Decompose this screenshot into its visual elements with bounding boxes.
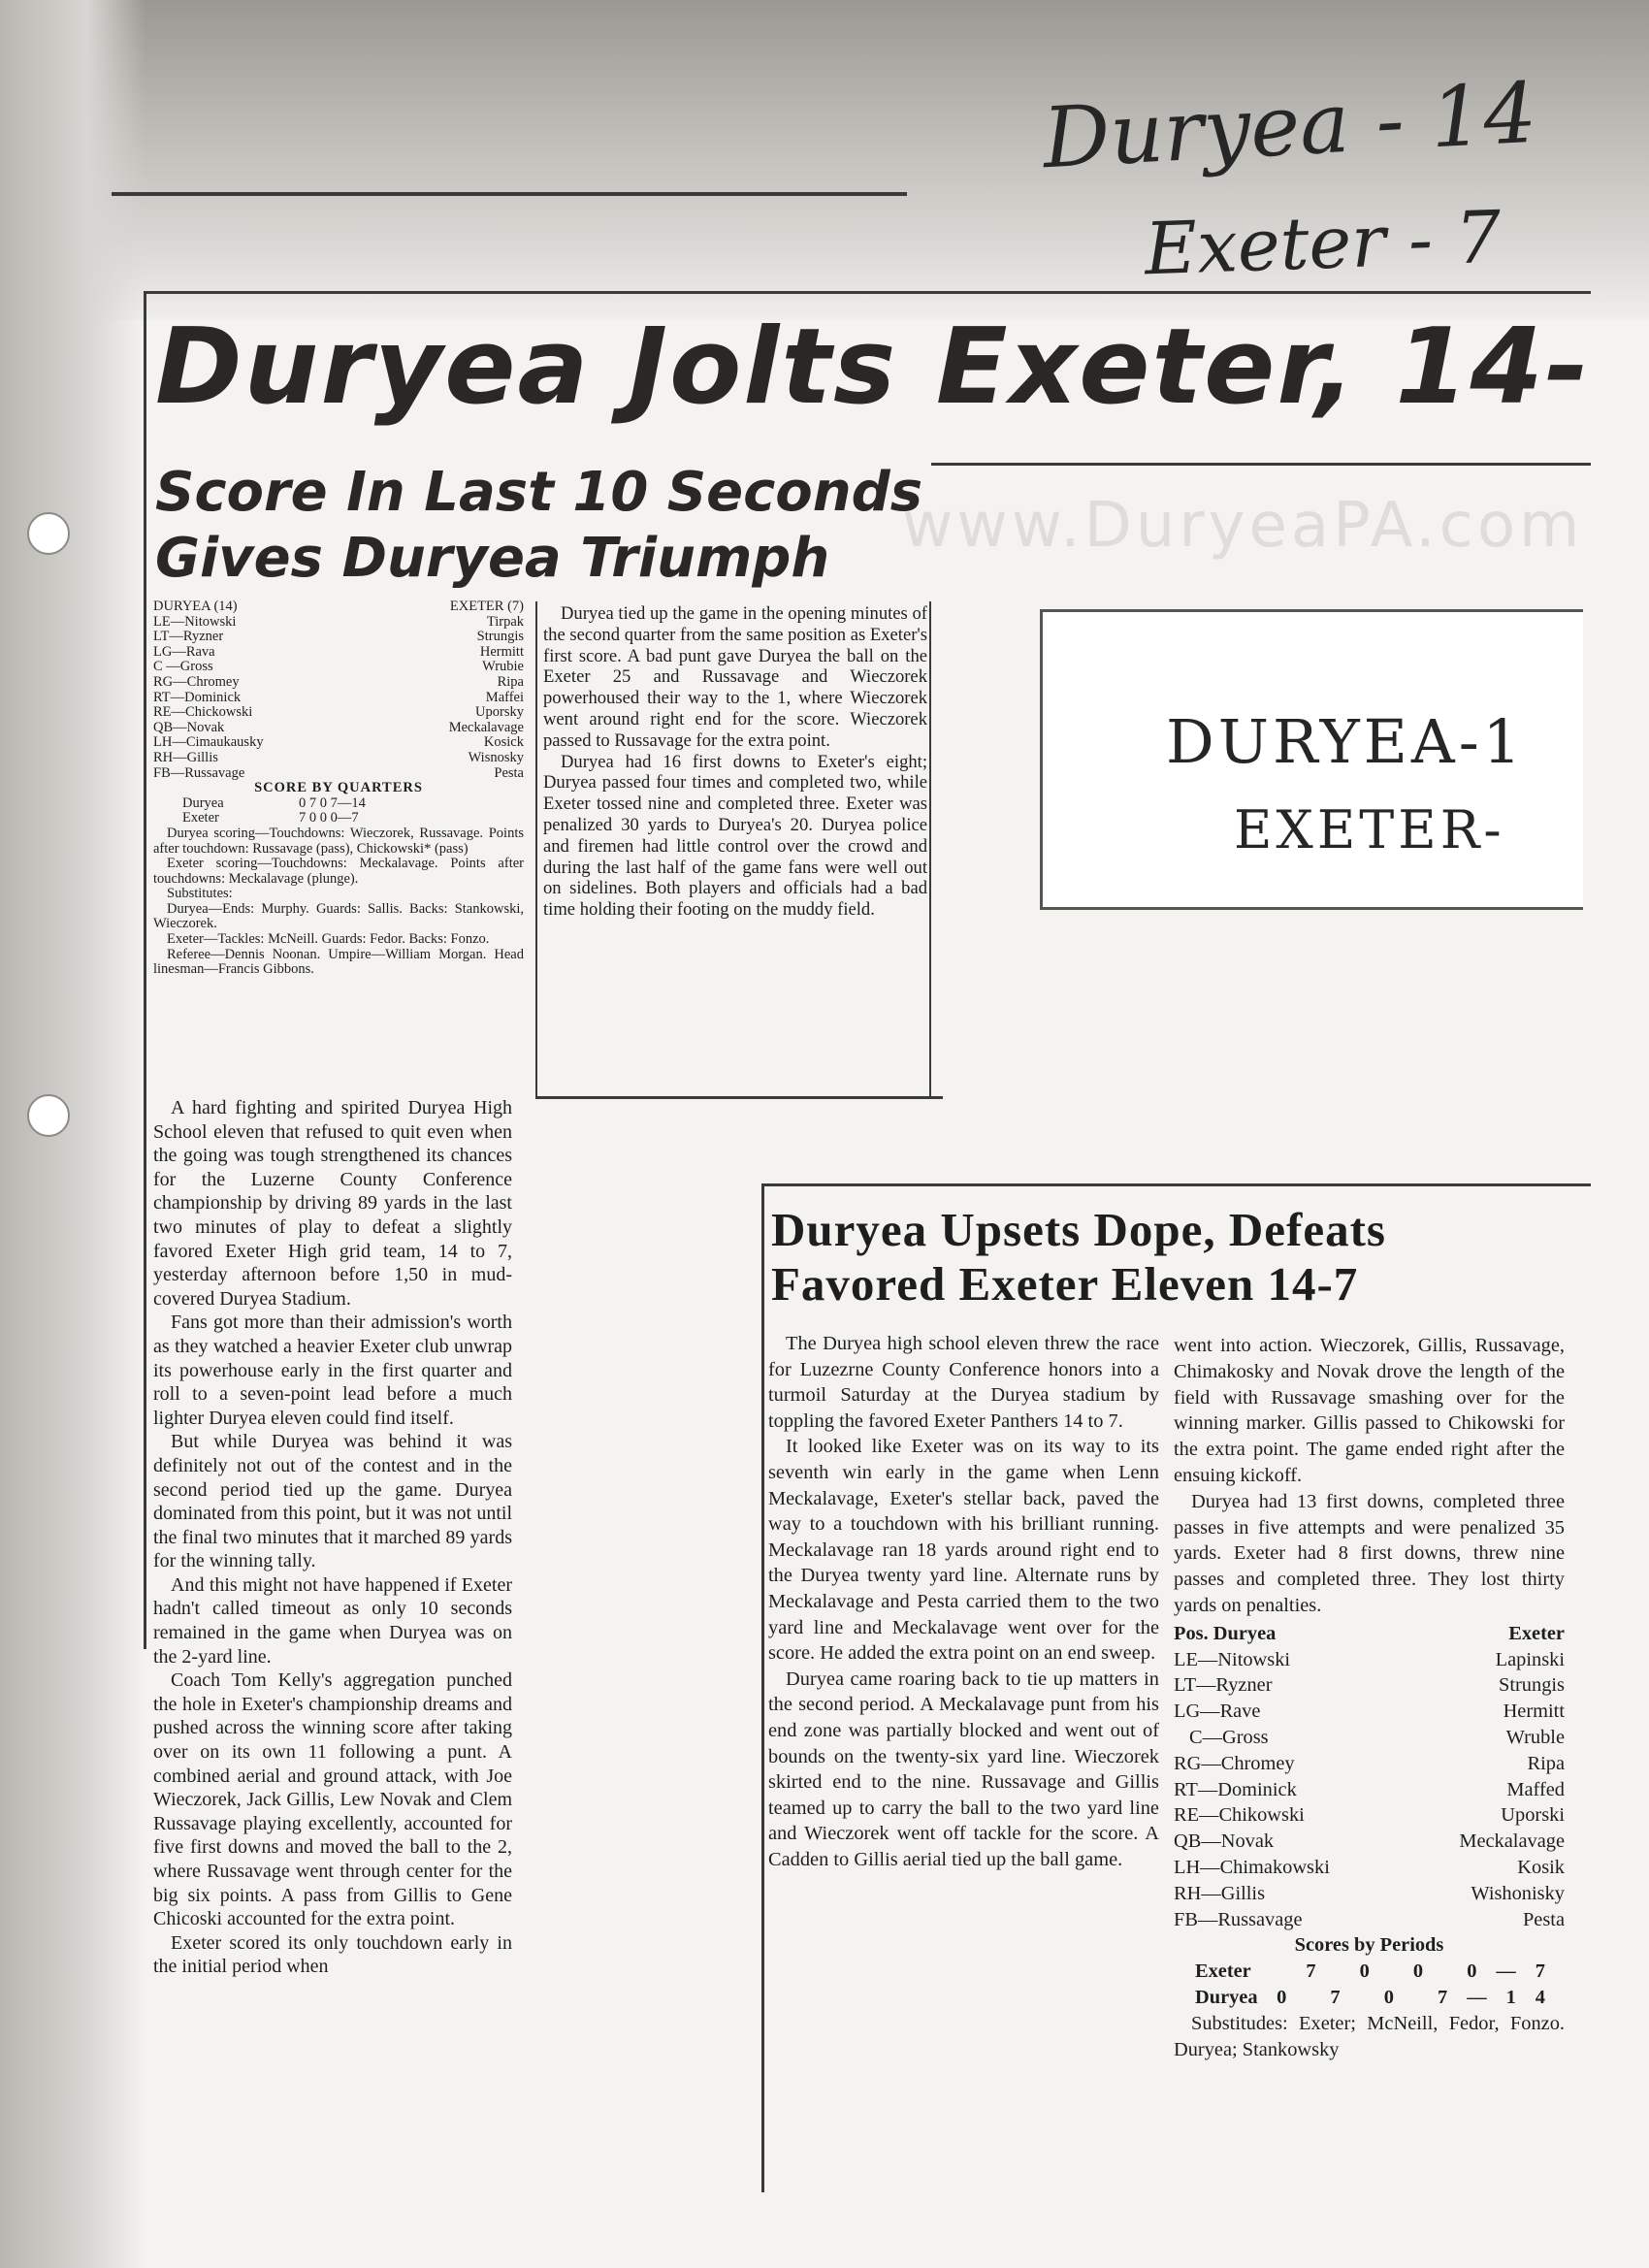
article-paragraph: It looked like Exeter was on its way to its seventh win early in the game when Lenn Meckalavage, Exeter's stellar back, paved the way to a touchdown with his brilliant running. Meckalavage ran 18 yards around right end to the Duryea twenty yard line. Alternate runs by Meckalavage and Pesta carried them to the two yard line and Meckalavage went over for the score. He added the extra point on an end sweep. (768, 1436, 1159, 1665)
rule-line (535, 1096, 943, 1099)
scoring-note: Substitutes: (167, 886, 233, 902)
article-paragraph: Duryea came roaring back to tie up matters in the second period. A Meckalavage punt from his end zone was partially blocked and went out of bounds on the twenty-six yard line. Wieczorek skirted end to the nine. Russavage and Gillis teamed up to carry the ball to the two yard line and Wieczorek went off tackle for the score. A Cadden to Gillis aerial tied up the ball game. (768, 1668, 1159, 1870)
article-paragraph: The Duryea high school eleven threw the race for Luzezrne County Conference honors into a turmoil Saturday at the Duryea stadium by toppling the favored Exeter Panthers 14 to 7. (768, 1333, 1159, 1432)
roster-row: LE—Nitowski Lapinski (1174, 1648, 1565, 1670)
scoring-note: Exeter scoring—Touchdowns: Meckalavage. Points after touchdowns: Meckalavage (plunge). (153, 856, 524, 887)
lineup-row: RT—Dominick Maffei (153, 689, 524, 705)
roster-row: RG—Chromey Ripa (1174, 1752, 1565, 1774)
quarter-score-row: Duryea 0 7 0 7—14 (182, 794, 366, 811)
scoring-note: Exeter—Tackles: McNeill. Guards: Fedor. Backs: Fonzo. (167, 931, 490, 948)
second-article-column-2 (1174, 1333, 1565, 2062)
lineup-header (153, 599, 524, 615)
score-by-quarters-title: SCORE BY QUARTERS (254, 780, 423, 796)
lineup-home-team: DURYEA (14) (153, 599, 238, 614)
lineup-row: FB—Russavage Pesta (153, 764, 524, 781)
article-paragraph: Coach Tom Kelly's aggregation punched the hole in Exeter's championship dreams and pushed across the winning score after taking over on its own 11 following a punt. A combined aerial and ground attack, with Joe Wieczorek, Jack Gillis, Lew Novak and Clem Russavage playing excellently, accounted for five first downs and moved the ball to the 2, where Russavage went through center for the big six points. A pass from Gillis to Gene Chicoski accounted for the extra point. (153, 1669, 512, 1930)
article-paragraph: Fans got more than their admission's worth as they watched a heavier Exeter club unwrap its powerhouse early in the first quarter and roll to a seven-point lead before a much lighter Duryea eleven could find itself. (153, 1312, 512, 1429)
punch-hole (27, 1094, 70, 1137)
second-headline-line-2: Favored Exeter Eleven 14-7 (771, 1257, 1359, 1311)
roster-row: LT—Ryzner Strungis (1174, 1674, 1565, 1697)
article-paragraph: Duryea tied up the game in the opening minutes of the second quarter from the same position as Exeter's first score. A bad punt gave Duryea the ball on the Exeter 25 and Russavage and Wieczorek powerhoused their way to the 1, where Wieczorek went around right end for the score. Wieczorek passed to Russavage for the extra point. (543, 603, 927, 751)
roster-header: Pos. Duryea Exeter (1174, 1622, 1565, 1644)
rule-line (535, 601, 537, 1096)
main-headline: Duryea Jolts Exeter, 14- (155, 307, 1591, 428)
article-paragraph: went into action. Wieczorek, Gillis, Russavage, Chimakosky and Novak drove the length of the field with Russavage smashing over for the winning marker. Gillis passed to Chikowski for the extra point. The game ended right after the ensuing kickoff. (1174, 1335, 1565, 1486)
second-headline-line-1: Duryea Upsets Dope, Defeats (771, 1203, 1386, 1256)
article-paragraph: A hard fighting and spirited Duryea High School eleven that refused to quit even when the going was tough strengthened its chances for the Luzerne County Conference championship by driving 89 yards in the last two minutes of play to defeat a slightly favored Exeter High grid team, 14 to 7, yesterday afternoon before 1,50 in mud-covered Duryea Stadium. (153, 1097, 512, 1310)
lineup-row: LE—Nitowski Tirpak (153, 613, 524, 630)
lineup-row: LT—Ryzner Strungis (153, 629, 524, 645)
rule-line (112, 192, 907, 196)
handwritten-note-line-2: EXETER- (1234, 799, 1505, 860)
lineup-row: RH—Gillis Wisnosky (153, 749, 524, 765)
period-score-row: Duryea 0 7 0 7—14 (1195, 1986, 1565, 2008)
handwritten-note-card (1040, 609, 1583, 910)
rule-line (761, 1183, 1591, 1186)
handwritten-note-line-1: DURYEA-1 (1166, 706, 1526, 777)
article-column-1 (153, 1096, 512, 1979)
lineup-row: C —Gross Wrubie (153, 659, 524, 675)
lineup-box (153, 599, 524, 978)
lineup-row: QB—Novak Meckalavage (153, 719, 524, 735)
subheadline-line-2: Gives Duryea Triumph (155, 527, 830, 590)
headline-strip (146, 296, 1591, 456)
second-article-headline (771, 1203, 1605, 1312)
scan-shadow-left (0, 0, 146, 2268)
note-edge (1040, 609, 1583, 612)
roster-row: LG—Rave Hermitt (1174, 1701, 1565, 1723)
handwritten-score-exeter: Exeter - 7 (1143, 195, 1503, 292)
rule-line (146, 291, 1591, 294)
second-article-column-1 (768, 1331, 1159, 1872)
lineup-row: LG—Rava Hermitt (153, 643, 524, 660)
roster-row: RH—Gillis Wishonisky (1174, 1882, 1565, 1904)
rule-line (931, 463, 1591, 466)
lineup-away-team: EXETER (7) (449, 599, 524, 614)
scores-by-periods-title: Scores by Periods (1294, 1934, 1444, 1957)
scoring-note: Duryea scoring—Touchdowns: Wieczorek, Russavage. Points after touchdown: Russavage (pass), Chickowski* (pass) (153, 825, 524, 857)
subheadline-line-1: Score In Last 10 Seconds (155, 461, 923, 524)
article-paragraph: Duryea had 13 first downs, completed three passes in five attempts and were penalized 35 yards. Exeter had 8 first downs, threw nine passes and completed three. They lost thirty yards on penalties. (1174, 1490, 1565, 1616)
roster-row: FB—Russavage Pesta (1174, 1908, 1565, 1930)
roster-row: RT—Dominick Maffed (1174, 1778, 1565, 1800)
note-edge (1040, 609, 1043, 910)
lineup-row: RG—Chromey Ripa (153, 673, 524, 690)
article-paragraph: But while Duryea was behind it was definitely not out of the contest and in the second period tied up the game. Duryea dominated from this point, but it was not until the final two minutes that it marched 89 yards for the winning tally. (153, 1431, 512, 1572)
rule-line (929, 601, 931, 1096)
quarter-score-row: Exeter 7 0 0 0—7 (182, 810, 359, 826)
roster-row: LH—Chimakowski Kosik (1174, 1856, 1565, 1878)
note-edge (1040, 907, 1583, 910)
article-column-2 (543, 603, 927, 921)
watermark: www.DuryeaPA.com (902, 490, 1584, 562)
article-paragraph: Duryea had 16 first downs to Exeter's eight; Duryea passed four times and completed two, while Exeter tossed nine and completed three. Exeter was penalized 30 yards to Duryea's 20. Duryea police and firemen had little control over the crowd and during the last half of the game fans were well out on sidelines. Both players and officials had a bad time holding their footing on the muddy field. (543, 751, 927, 921)
roster-row: QB—Novak Meckalavage (1174, 1831, 1565, 1853)
article-paragraph: And this might not have happened if Exeter hadn't called timeout as only 10 seconds remained in the game when Duryea was on the 2-yard line. (153, 1573, 512, 1668)
scoring-note: Duryea—Ends: Murphy. Guards: Sallis. Backs: Stankowski, Wieczorek. (153, 900, 524, 932)
roster-row: RE—Chikowski Uporski (1174, 1804, 1565, 1827)
handwritten-score-duryea: Duryea - 14 (1040, 64, 1539, 188)
roster-row: C—Gross Wruble (1189, 1726, 1565, 1748)
lineup-row: RE—Chickowski Uporsky (153, 704, 524, 721)
substitutes-line: Substitudes: Exeter; McNeill, Fedor, Fonzo. Duryea; Stankowsky (1174, 2012, 1565, 2060)
article-paragraph: Exeter scored its only touchdown early in the initial period when (153, 1931, 512, 1978)
punch-hole (27, 512, 70, 555)
rule-line (144, 291, 146, 1649)
scoring-note: Referee—Dennis Noonan. Umpire—William Morgan. Head linesman—Francis Gibbons. (153, 946, 524, 978)
rule-line (761, 1183, 764, 2192)
lineup-row: LH—Cimaukausky Kosick (153, 734, 524, 751)
period-score-row: Exeter 7 0 0 0—7 (1195, 1960, 1565, 1983)
roster-table (1174, 1621, 1565, 2063)
